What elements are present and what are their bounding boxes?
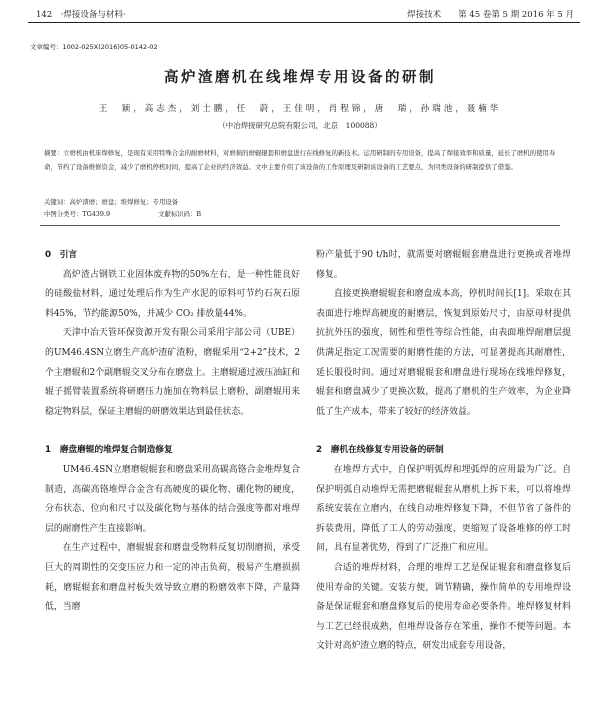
abstract-divider	[40, 225, 560, 226]
classification-line	[44, 209, 556, 218]
article-number: 文章编号：1002-025X(2016)05-0142-02	[30, 43, 158, 51]
document-code: 文献标识码：B	[158, 210, 202, 218]
body-paragraph: 粉产量低于90 t/h时，就需要对磨辊辊套磨盘进行更换或者堆焊修复。	[316, 250, 571, 280]
right-column	[316, 246, 571, 657]
section-spacer	[45, 422, 300, 441]
author-list: 王 颖，高志杰，刘士鹏，任 蔚，王佳明，肖程锦，唐 瑞，孙瑞池，聂楠华	[98, 104, 502, 114]
header-page-section: 142 ·焊接设备与材料·	[36, 10, 126, 20]
body-paragraph: 在生产过程中，磨辊辊套和磨盘受物料反复切削磨损，承受巨大的周期性的交变压应力和一定的冲击负荷，极易产生磨损损耗，磨辊辊套和磨盘衬板失效导致立磨的粉磨效率下降，产量降低，当磨	[45, 543, 300, 613]
body-paragraph: 直接更换磨辊辊套和磨盘成本高，停机时间长[1]。采取在其表面进行堆焊高硬度的耐磨层，恢复到原始尺寸，由原母材提供抗抗外压的强度，韧性和塑性等综合性能，由表面堆焊耐磨层提供满足指定工况需要的耐磨性能的方法，可显著提高其耐磨性，延长服役时间。通过对磨辊辊套和磨盘进行现场在线堆焊修复，辊套和磨盘减少了更换次数，提高了磨机的生产效率，为企业降低了生产成本，带来了较好的经济效益。	[316, 289, 571, 417]
running-header	[28, 6, 580, 23]
clc-number: 中图分类号：TG439.9	[44, 210, 111, 218]
section-heading: 2 磨机在线修复专用设备的研制	[316, 445, 444, 456]
body-paragraph: 高炉渣占钢铁工业固体废弃物的50%左右，是一种性能良好的硅酸盐材料，通过处理后作为生产水泥的原料可节约石灰石原料45%，节约能源50%，并减少 CO₂ 排放量44%。	[45, 269, 300, 319]
body-paragraph: 天津中冶天管环保资源开发有限公司采用宇部公司（UBE）的UM46.4SN立磨生产高炉渣矿渣粉，磨辊采用“2+2”技术，2个主磨辊和2个副磨辊交叉分布在磨盘上。主磨辊通过液压油缸和辊子摇臂装置系统将研磨压力施加在物料层上磨粉，副磨辊用来稳定物料层，保证主磨辊的研磨效果达到最佳状态。	[45, 328, 300, 417]
body-paragraph: 合适的堆焊材料，合理的堆焊工艺是保证辊套和磨盘修复后使用寿命的关键。安装方便，调节精确，操作简单的专用堆焊设备是保证辊套和磨盘修复后的使用寿命必要条件。堆焊修复材料与工艺已经很成熟，但堆焊设备存在笨重，操作不便等问题。本文针对高炉渣立磨的特点，研发出成套专用设备，	[316, 562, 571, 652]
paper-title: 高炉渣磨机在线堆焊专用设备的研制	[164, 70, 436, 86]
section-heading: 1 磨盘磨辊的堆焊复合制造修复	[45, 445, 173, 456]
body-paragraph: UM46.4SN立磨磨辊辊套和磨盘采用高碳高铬合金堆焊复合制造，高碳高铬堆焊合金含有高硬度的碳化物、硼化物的硬度，分布状态、位向和尺寸以及碳化物与基体的结合强度等都对堆焊层的耐磨性产生直接影响。	[45, 464, 300, 534]
left-column	[45, 246, 300, 618]
affiliation: （中冶焊接研究总院有限公司，北京 100088）	[218, 121, 382, 130]
section-heading: 0 引言	[45, 250, 78, 260]
abstract: 摘要：立磨机由机床焊修复，是现有采用特殊合金的耐磨材料，对磨损的磨辊辊套和磨盘进行在线修复的新技术。运用研制的专用设备，提高了焊接效率和质量，延长了磨机的使用寿命，节约了设备维修资金，减少了磨机停机时间，提高了企业的经济效益。文中主要介绍了该设备的工作原理及研制该设备的工艺要点，为同类设备的研制提供了借鉴。	[44, 149, 556, 171]
body-paragraph: 在堆焊方式中，自保护明弧焊和埋弧焊的应用最为广泛。自保护明弧自动堆焊无需把磨辊辊套从磨机上拆下来，可以将堆焊系统安装在立磨内，在线自动堆焊修复下降，不但节省了备件的拆装费用，降低了工人的劳动强度，更缩短了设备堆修的停工时间，具有显著优势，得到了广泛推广和应用。	[316, 464, 571, 554]
section-spacer	[316, 422, 571, 441]
header-journal-info: 焊接技术 第 45 卷第 5 期 2016 年 5 月	[407, 10, 574, 20]
keywords: 关键词：高炉渣磨；磨盘；堆焊修复；专用设备	[44, 198, 179, 206]
